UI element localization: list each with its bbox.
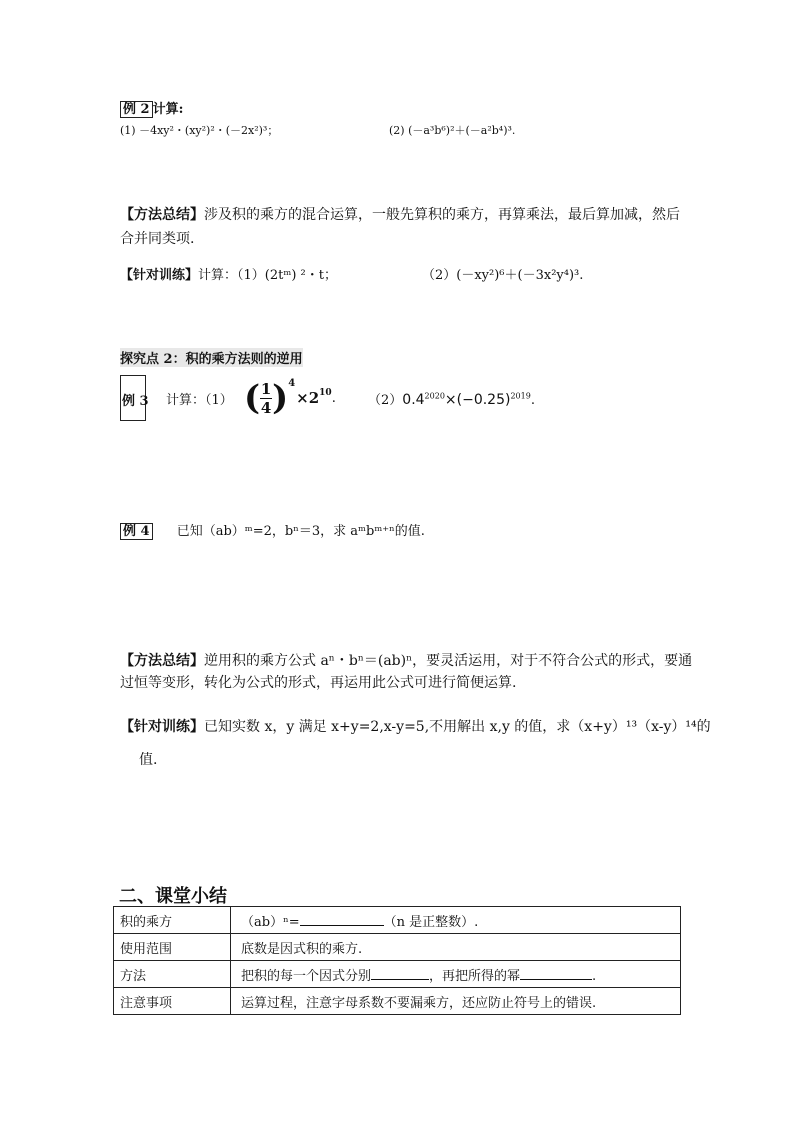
summary-row-label: 积的乘方 (114, 907, 231, 934)
fraction-denominator: 4 (260, 398, 272, 417)
method-summary-2-title: 【方法总结】 (120, 653, 204, 669)
practice-1-question-1: 计算：（1）(2tᵐ) ²・t； (198, 268, 337, 283)
method-text-middle: ，再把所得的幂 (429, 968, 521, 984)
example-4-text: 已知（ab）ᵐ=2，bⁿ＝3，求 aᵐbᵐ⁺ⁿ的值. (176, 524, 425, 539)
example-3-q2-middle: ×(−0.25) (444, 392, 511, 408)
practice-1-question-2: （2）(－xy²)⁶＋(－3x²y⁴)³. (422, 268, 584, 283)
summary-row-method (114, 961, 681, 988)
method-summary-2-text: 逆用积的乘方公式 aⁿ・bⁿ＝(ab)ⁿ，要灵活运用，对于不符合公式的形式，要通 (204, 653, 693, 669)
summary-row-content: 底数是因式积的乘方. (231, 934, 681, 961)
summary-row-content: 运算过程，注意字母系数不要漏乘方，还应防止符号上的错误. (231, 988, 681, 1015)
example-3-q2-base: 0.4 (402, 392, 425, 408)
formula-prefix: （ab）ⁿ= (241, 914, 300, 930)
practice-2-line-1 (120, 716, 711, 736)
fill-blank-3[interactable] (520, 967, 592, 980)
method-summary-1-title: 【方法总结】 (120, 207, 204, 223)
left-paren: ( (244, 378, 261, 418)
method-text-before: 把积的每一个因式分别 (241, 968, 372, 984)
method-summary-1-line-2: 合并同类项. (120, 231, 195, 247)
example-4-tag: 例 4 (120, 523, 153, 540)
practice-1-title: 【针对训练】 (120, 268, 199, 283)
summary-table (113, 906, 681, 1015)
method-summary-1-line-1 (120, 204, 680, 224)
example-3-times-base: ×2 (296, 389, 320, 407)
example-3-exponent-1: 4 (288, 378, 296, 389)
example-2-instruction: 计算: (152, 102, 184, 117)
topic-2-title: 探究点 2：积的乘方法则的逆用 (120, 348, 303, 367)
method-summary-2-line-2: 过恒等变形，转化为公式的形式，再运用此公式可进行简便运算. (120, 675, 517, 691)
summary-row-product-power (114, 907, 681, 934)
example-3-q2-exponent-1: 2020 (424, 391, 445, 401)
fill-blank-2[interactable] (371, 967, 429, 980)
fraction-numerator: 1 (260, 379, 272, 398)
example-2-heading (120, 98, 183, 117)
example-2-question-1: (1) －4xy²・(xy²)²・(－2x²)³； (120, 124, 279, 137)
practice-2-title: 【针对训练】 (120, 719, 204, 735)
summary-row-label: 注意事项 (114, 988, 231, 1015)
example-3-q2-label: （2） (368, 393, 403, 408)
example-4-line (120, 520, 425, 539)
fill-blank-1[interactable] (300, 913, 384, 926)
fraction-one-quarter (260, 380, 272, 417)
method-text-after: . (592, 968, 597, 984)
example-2-question-2: (2) (－a³b⁶)²＋(－a²b⁴)³. (389, 124, 516, 137)
summary-row-content (231, 907, 681, 934)
example-3-expression-1 (244, 376, 336, 420)
summary-row-label: 方法 (114, 961, 231, 988)
summary-row-notes (114, 988, 681, 1015)
summary-row-label: 使用范围 (114, 934, 231, 961)
example-3-q2-period: . (530, 393, 535, 408)
practice-2-line-2: 值. (139, 752, 158, 768)
formula-suffix: （n 是正整数）. (383, 914, 479, 930)
method-summary-2-line-1 (120, 650, 692, 670)
example-3-tag: 例 3 (122, 394, 149, 409)
summary-heading: 二、课堂小结 (119, 886, 227, 907)
example-3-tag-box (120, 375, 149, 421)
example-3-q2-exponent-2: 2019 (510, 391, 531, 401)
practice-2-text: 已知实数 x，y 满足 x+y=2,x-y=5,不用解出 x,y 的值，求（x+y）¹³（x-y）¹⁴的 (204, 719, 711, 735)
example-3-question-2 (368, 389, 535, 408)
example-3-exponent-2: 10 (319, 388, 332, 398)
example-2-tag: 例 2 (120, 101, 153, 118)
example-3-prefix: 计算：（1） (166, 393, 233, 408)
example-3-period-1: . (331, 390, 336, 406)
practice-1-line (120, 264, 337, 283)
summary-row-content (231, 961, 681, 988)
method-summary-1-text: 涉及积的乘方的混合运算，一般先算积的乘方，再算乘法，最后算加减，然后 (204, 207, 680, 223)
right-paren: ) (272, 378, 289, 418)
summary-row-scope (114, 934, 681, 961)
